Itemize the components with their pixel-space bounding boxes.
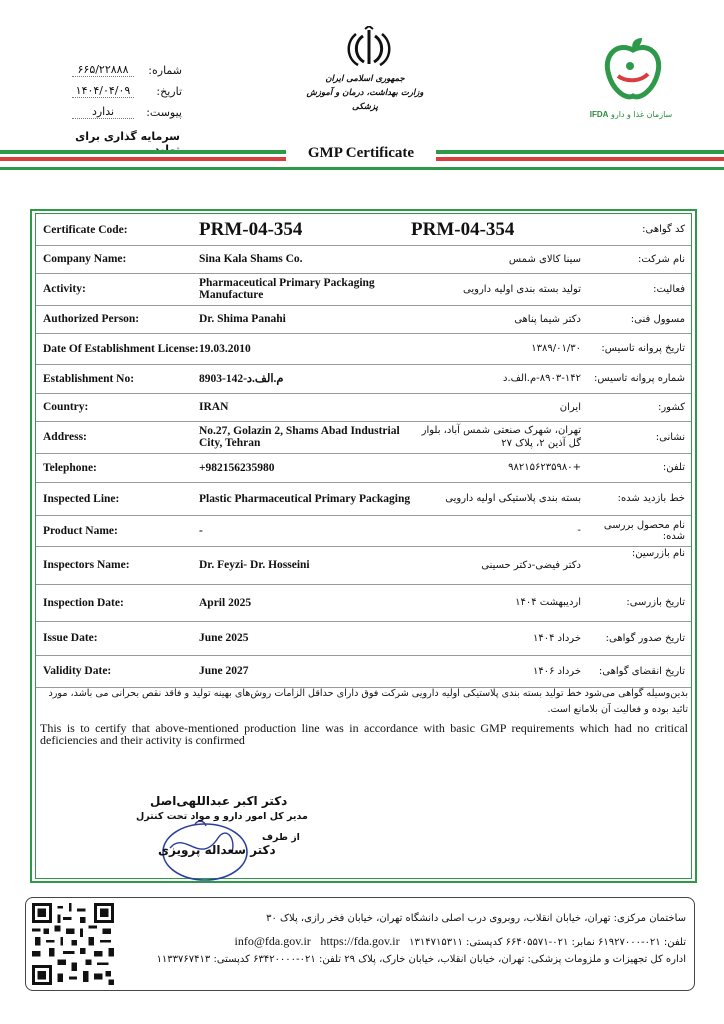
- row-certificate-code: [36, 214, 691, 246]
- fa-value: سینا کالای شمس: [508, 253, 581, 265]
- en-label: Inspectors Name:: [43, 559, 130, 571]
- iran-emblem-icon: [344, 26, 394, 68]
- ifda-logo-text: [584, 110, 674, 119]
- en-label: Certificate Code:: [43, 223, 128, 236]
- en-value: -: [199, 524, 203, 537]
- fa-label: کد گواهی:: [642, 224, 685, 235]
- fa-value: تهران، شهرک صنعتی شمس آباد، بلوار گل آذین ۲، پلاک ۲۷: [421, 425, 581, 449]
- row-issue-date: [36, 621, 691, 656]
- footer-email[interactable]: info@fda.gov.ir: [234, 934, 311, 948]
- row-product-name: [36, 515, 691, 547]
- fa-label: خط بازدید شده:: [617, 493, 685, 504]
- en-value: Dr. Shima Panahi: [199, 313, 286, 325]
- en-label: Inspected Line:: [43, 492, 120, 505]
- statement-en: This is to certify that above-mentioned production line was in accordance with basic GMP requirements which had no critical deficiencies and their activity is confirmed: [40, 721, 688, 747]
- en-label: Authorized Person:: [43, 313, 140, 325]
- en-value: PRM-04-354: [199, 218, 303, 240]
- en-value: 19.03.2010: [199, 342, 251, 355]
- en-value: Sina Kala Shams Co.: [199, 253, 303, 265]
- footer-hq-phones: تلفن: ۰۲۱-۶۱۹۲۷۰۰۰ نمابر: ۰۲۱-۶۶۴۰۵۵۷۱ کدپستی: ۱۳۱۴۷۱۵۳۱۱: [409, 937, 686, 948]
- en-value: No.27, Golazin 2, Shams Abad Industrial City, Tehran: [199, 425, 400, 449]
- fa-value: خرداد ۱۴۰۴: [532, 632, 581, 644]
- row-authorized-person: [36, 305, 691, 334]
- statement-fa: بدین‌وسیله گواهی می‌شود خط تولید بسته بندی پلاستیکی اولیه دارویی شرکت فوق دارای حداقل الزامات روش‌های بهینه تولید و فاقد نقص بحرانی می باشد، مورد تائید بوده و فعالیت آن بلامانع است.: [48, 688, 688, 715]
- row-telephone: [36, 453, 691, 483]
- fa-label: تاریخ پروانه تاسیس:: [601, 343, 685, 354]
- row-inspected-line: [36, 482, 691, 516]
- certificate-title: GMP Certificate: [286, 140, 436, 166]
- attachment-value: ندارد: [72, 105, 134, 119]
- attachment-label: پیوست:: [146, 106, 182, 119]
- date-label: تاریخ:: [156, 85, 182, 98]
- en-value: April 2025: [199, 596, 252, 609]
- en-label: Company Name:: [43, 253, 127, 265]
- fa-label: کشور:: [657, 401, 685, 413]
- fa-value: دکتر فیضی-دکتر حسینی: [481, 559, 581, 571]
- number-row: [72, 56, 182, 77]
- on-behalf-label: از طرف: [262, 832, 300, 843]
- number-value: ۶۶۵/۲۲۸۸۸: [72, 63, 134, 77]
- fa-value: تولید بسته بندی اولیه دارویی: [463, 283, 581, 295]
- en-label: Country:: [43, 401, 89, 413]
- en-label: Product Name:: [43, 524, 118, 537]
- row-establishment-no: [36, 364, 691, 394]
- en-value: Plastic Pharmaceutical Primary Packaging: [199, 492, 411, 505]
- footer-website[interactable]: https://fda.gov.ir: [320, 934, 400, 948]
- row-establishment-date: [36, 333, 691, 365]
- fa-label: شماره پروانه تاسیس:: [593, 373, 685, 384]
- fa-label: نام بازرسین:: [631, 548, 685, 559]
- fa-value: ایران: [559, 401, 581, 413]
- fa-value: دکتر شیما پناهی: [514, 313, 581, 325]
- en-value: +982156235980: [199, 461, 275, 474]
- fa-label: مسوول فنی:: [630, 313, 685, 325]
- footer-hq-contact: [235, 934, 686, 949]
- fa-label: تاریخ بازرسی:: [626, 597, 685, 608]
- en-value: Dr. Feyzi- Dr. Hosseini: [199, 559, 310, 571]
- signer-name: دکتر سعداله پرویزی: [158, 843, 276, 857]
- fa-value: اردیبهشت ۱۴۰۴: [515, 597, 581, 608]
- fa-value: خرداد ۱۴۰۶: [532, 665, 581, 677]
- logo-abbr: IFDA: [589, 110, 609, 119]
- date-value: ۱۴۰۴/۰۴/۰۹: [72, 84, 134, 98]
- document-meta: [72, 56, 182, 119]
- logo-text-fa: سازمان غذا و دارو: [611, 110, 673, 119]
- row-inspection-date: [36, 584, 691, 622]
- footer-branch-address: اداره کل تجهیزات و ملزومات پزشکی: تهران، خیابان انقلاب، خیابان خارک، پلاک ۲۹ تلفن: ۰۲۱-۶۳۴۲۰۰۰۰ کدپستی: ۱۱۳۳۷۶۷۴۱۳: [156, 954, 686, 965]
- fa-value: ۱۳۸۹/۰۱/۳۰: [531, 343, 581, 354]
- en-label: Establishment No:: [43, 372, 135, 385]
- fa-label: تاریخ صدور گواهی:: [605, 632, 685, 644]
- signatory-title: مدیر کل امور دارو و مواد تحت کنترل: [136, 811, 308, 822]
- en-value: Pharmaceutical Primary Packaging Manufacture: [199, 277, 375, 301]
- fa-label: تاریخ انقضای گواهی:: [598, 665, 685, 677]
- en-value: June 2027: [199, 665, 249, 677]
- fa-value: بسته بندی پلاستیکی اولیه دارویی: [445, 493, 581, 504]
- row-address: [36, 421, 691, 454]
- en-value: IRAN: [199, 401, 229, 413]
- en-value: June 2025: [199, 632, 249, 644]
- tagline: سرمایه گذاری برای: [75, 130, 180, 143]
- en-label: Address:: [43, 431, 87, 443]
- en-label: Activity:: [43, 283, 86, 295]
- ministry-name: [300, 72, 430, 114]
- header-stripe-green-bottom: [0, 167, 724, 170]
- fa-value: PRM-04-354: [411, 219, 515, 240]
- en-value: 8903-142-م.الف.د: [199, 372, 284, 385]
- en-label: Validity Date:: [43, 665, 112, 677]
- date-row: [72, 77, 182, 98]
- en-label: Inspection Date:: [43, 596, 124, 609]
- fa-value: -: [577, 525, 581, 536]
- number-label: شماره:: [148, 64, 182, 77]
- row-validity-date: [36, 655, 691, 688]
- en-label: Telephone:: [43, 461, 97, 474]
- fa-label: تلفن:: [662, 462, 685, 473]
- fa-label: نام محصول بررسی شده:: [603, 519, 685, 542]
- ministry-line-1: جمهوری اسلامی ایران: [325, 74, 405, 84]
- fa-label: فعالیت:: [653, 283, 685, 295]
- fa-value: ۸۹۰۳-۱۴۲-م.الف.د: [502, 373, 581, 384]
- fa-label: نام شرکت:: [637, 253, 685, 265]
- qr-code-icon: [32, 903, 114, 985]
- ifda-logo-icon: [600, 36, 666, 106]
- en-label: Issue Date:: [43, 632, 98, 644]
- row-country: [36, 393, 691, 422]
- ministry-line-2: وزارت بهداشت، درمان و آموزش پزشکی: [306, 88, 424, 112]
- signatory-name: دکتر اکبر عبداللهی‌اصل: [150, 794, 288, 808]
- row-company-name: [36, 245, 691, 274]
- row-inspectors-name: [36, 546, 691, 585]
- fa-value: +۹۸۲۱۵۶۲۳۵۹۸۰: [508, 462, 581, 473]
- row-activity: [36, 273, 691, 306]
- attachment-row: [72, 98, 182, 119]
- fa-label: نشانی:: [655, 431, 685, 443]
- en-label: Date Of Establishment License:: [43, 342, 199, 355]
- footer-hq-address: ساختمان مرکزی: تهران، خیابان انقلاب، روبروی درب اصلی دانشگاه تهران، خیابان فخر رازی، پلاک ۳۰: [266, 913, 686, 924]
